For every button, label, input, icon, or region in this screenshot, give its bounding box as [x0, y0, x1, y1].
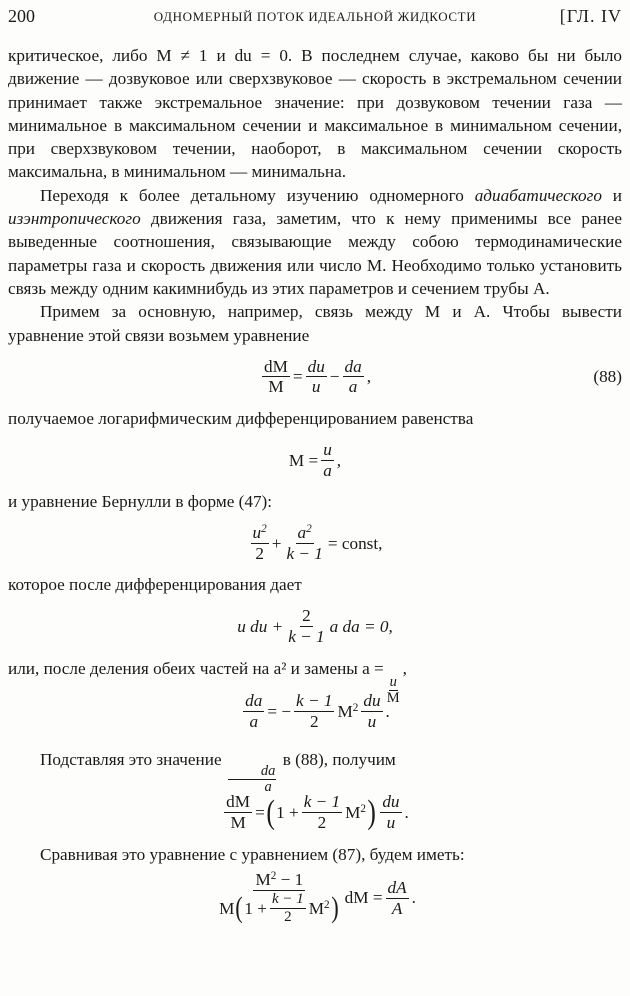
paragraph-2: Переходя к более детальному изучению одномерного адиабатического и изэнтропического движения газа, заметим, что к нему применимы все ранее выведенные соотношения, связывающие между собою термодинамические параметры газа и скорость движения или число M. Необходимо только установить связь между одним какимнибудь из этих параметров и сечением трубы A. — [8, 185, 623, 298]
paragraph-5: и уравнение Бернулли в форме (47): — [8, 492, 273, 512]
chapter-label: [ГЛ. IV — [559, 6, 622, 26]
equation-dM-over-M: $\frac{dM}{M}$ = ( 1 + $\frac{k - 1}{2}$ $M^2$ ) $\frac{du}{u}$ . — [226, 792, 409, 833]
equation-area-mach: $M^2 - 1$ M ( 1 + $\frac{k - 1}{2}$ $M^2$ ) dM = $\frac{dA}{A}$ . — [219, 869, 416, 925]
paragraph-3: Примем за основную, например, связь между M и A. Чтобы вывести уравнение этой связи возьмем уравнение — [8, 302, 622, 345]
paragraph-1: критическое, либо M ≠ 1 и du = 0. В последнем случае, каково бы ни было движение — дозвуковое или сверхзвуковое — скорость в экстремальном сечении принимает также экстремальное значение: при дозвуковом течении газа — минимальное в максимальном сечении и максимальное в минимальном сечении, при сверхзвуковом течении, наоборот, в максимальном сечении скорость максимальна, в минимальном — минимальна. — [8, 46, 622, 182]
paragraph-8: Подставляя это значение $\frac{da}{a}$ в (88), получим — [40, 749, 396, 795]
paragraph-9: Сравнивая это уравнение с уравнением (87), будем иметь: — [40, 844, 465, 864]
equation-bernoulli-differential: u du + $\frac{2}{k - 1}$ a da = 0, — [237, 606, 393, 647]
page-body — [8, 44, 622, 930]
paragraph-4: получаемое логарифмическим дифференцированием равенства — [8, 408, 474, 428]
equation-88: $\frac{dM}{M}$ = $\frac{du}{u}$ − $\frac{da}{a}$ , (88) — [264, 356, 622, 397]
page-number: 200 — [8, 6, 35, 26]
equation-number: (88) — [593, 367, 622, 387]
equation-da-over-a: $\frac{da}{a}$ = − $\frac{k - 1}{2}$ $M^2$ $\frac{du}{u}$ . — [245, 691, 390, 732]
equation-mach-definition: M = $\frac{u}{a}$ , — [288, 439, 342, 480]
running-title: ОДНОМЕРНЫЙ ПОТОК ИДЕАЛЬНОЙ ЖИДКОСТИ — [153, 9, 477, 24]
paragraph-7: или, после деления обеих частей на a² и замены a = $\frac{u}{M}$ , — [8, 658, 407, 706]
equation-bernoulli: $\frac{u^2}{2}$ + $\frac{a^2}{k - 1}$ = const, — [252, 523, 383, 563]
page-header — [8, 6, 622, 30]
paragraph-6: которое после дифференцирования дает — [8, 575, 302, 595]
